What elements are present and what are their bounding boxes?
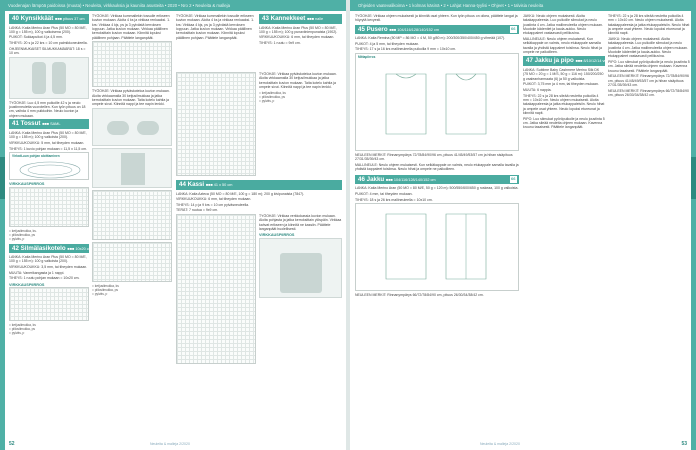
pattern-47-info: LANKA: Sublime Baby Cashmere Merino Silk DK (75 MO = 20 g = 1 M/S, 50 g = 116 m): 150/200/250 g vaaleanharmaata (6) ja 50 g valkoista. — [523, 67, 604, 81]
pattern-text: TYÖOHJE: Virkkaa verkkokassia kuvion mukaan. Aloita pohjasta ja jatka kerroksittain ylöspäin. Virkkaa kahvat erikseen ja kiinnitä ne kassiin. Päättele langanpäät huolellisesti. — [259, 214, 342, 232]
pattern-41-header — [9, 119, 89, 129]
legend-item: = piilosilmukka, ps — [9, 232, 35, 237]
pattern-47-header — [523, 56, 613, 66]
crochet-chart-case-2 — [92, 190, 172, 240]
column-right-c — [608, 14, 690, 434]
pattern-number: 43 — [262, 15, 269, 22]
pattern-subtitle: ■■■ nalle — [307, 17, 324, 21]
slipper-illustration — [92, 108, 172, 146]
pattern-title: Kannekkeet — [270, 15, 306, 22]
pattern-42-header — [9, 244, 92, 254]
page-spine — [346, 0, 350, 450]
legend-item: = piilosilmukka, ps — [259, 94, 285, 99]
pattern-text: MALLINEULE: Neulo ohjeen mukaisesti. Kun selkäkappale on valmis, neulo etukappale samalla tavalla ja yhdistä kappaleet toisiinsa. Neulo hihat ja ompele ne paikoilleen. — [355, 163, 519, 172]
header-left: Vuodenajan lämpöä paidoissa (muuta) • Neuleita, virkkauksia ja kauniita asusteita • 2020 • Nro 2 • Neuleita & malleja — [0, 0, 346, 11]
schematic-drawing — [356, 204, 520, 292]
pattern-page: 66 — [511, 26, 516, 32]
pattern-42-info: VIRKKUUKOUKKU: 3,5 mm, tai tiheyden mukaan. — [9, 265, 88, 270]
legend-item: = ketjusilmukka, ks — [92, 284, 119, 289]
chart-legend — [9, 229, 89, 241]
legend-item: = piilosilmukka, ps — [9, 326, 35, 331]
pattern-title: Silmälasikotelo — [20, 244, 66, 252]
slipper-sole-diagram — [9, 152, 89, 180]
right-sidebar — [691, 11, 696, 450]
pattern-text: TYÖOHJE: Virkkaa pylväskoteloa kuvion mukaan. Aloita virkkaamalla 30 ketjusilmukkaa ja jatka kerroksittain kuvion mukaan. Taita kotelo kahtia ja ompele sivut. Kiinnitä nappi ja tee napin lenkki. — [92, 89, 170, 107]
pattern-number: 47 — [526, 57, 533, 65]
legend-item: = ketjusilmukka, ks — [259, 90, 286, 95]
footer-right: Neuleita & malleja 2/2020 — [480, 442, 520, 446]
pattern-44-info: LANKA: Katia Azteca (50 MO = 80 M/E, 100 g = 180 m); 200 g kivipunaista (7847). — [176, 191, 305, 196]
legend-item: = ketjusilmukka, ks. — [9, 228, 37, 233]
diagram-title: Virkatt-uun pohjan aloittaminen — [12, 154, 60, 159]
pattern-subtitle: ■■■ SAML — [42, 122, 61, 127]
pattern-text: TYÖOHJE: Virkkaa pylväskoteloa kuvion mukaan. Aloita virkkaamalla 30 ketjusilmukkaa ja jatka kerroksittain kuvion mukaan. Taita kotelo kahtia ja ompele sivut. Kiinnitä nappi ja tee napin lenkki. — [259, 72, 337, 90]
pattern-text: NEULEEN MERKIT: Rinnanympärys 72/78/84/90/96 cm, pituus 41/45/49/53/57 cm ja hihan sisäpituus 27/31/35/39/43 cm. — [608, 74, 689, 88]
pattern-47-info: PUIKOT: 3,75 mm ja 4 mm, tai tiheyden mukaan. — [523, 82, 599, 87]
sweater-schematic — [355, 53, 519, 151]
legend-item: = pylväs, p — [92, 292, 108, 297]
pattern-44-info: VIRKKUUKOUKKU: 6 mm, tai tiheyden mukaan. — [176, 197, 252, 202]
sole-drawing — [10, 153, 90, 181]
column-1 — [9, 14, 92, 434]
pattern-43-info: VIRKKUUKOUKKU: 6 mm, tai tiheyden mukaan. — [259, 35, 335, 40]
pattern-title: Kassi — [187, 181, 205, 188]
legend-item: = pylväs, p — [259, 98, 275, 103]
chart-legend — [9, 323, 89, 335]
pattern-title: Kynsikkäät — [20, 15, 54, 22]
legend-item: = piilosilmukka, ps — [92, 288, 118, 293]
pattern-subtitle: ■■■ 104/116/128/140/152 cm — [385, 177, 436, 182]
pattern-43-info: LANKA: Katia Merino Aran Plus (50 MO = 80 M/E, 100 g = 155 m); 100 g punaviinienpunaista (1902). — [259, 25, 338, 34]
pattern-number: 46 — [358, 175, 365, 183]
left-sidebar — [0, 11, 5, 450]
column-2 — [92, 14, 172, 434]
pattern-46-info: TIHEYS: 18 s ja 26 krs mallineuleella = 10x10 cm. — [355, 197, 433, 202]
legend-item: = pylväs, p — [9, 236, 25, 241]
pattern-44-header — [176, 180, 342, 190]
column-right-a — [355, 14, 519, 434]
sidebar-tab — [691, 157, 696, 199]
column-right-b — [523, 14, 613, 434]
pattern-title: Jakku ja pipo — [534, 57, 574, 65]
pattern-text: TYÖOHJE: Virkkaa kummallekin tossulle erikseen kuvion mukaan. Aloita 4 ks ja virkkaa renkaaksi. 1. krs: Virkkaa 4 kjs, ps ja 3 pylvästä kerroksen loppuun. Jatka kuvion mukaan. Virkkaa päällinen kerroksittain kuvion mukaan. Kiinnitä lopuksi päällinen pohjaan. Päättele langanpäät. — [176, 14, 255, 40]
pattern-subtitle: ■■■ 104/116/128/140/152 cm — [389, 27, 440, 32]
pattern-40-info: LANKA: Katia Merino Aran Plus (50 MO = 80 M/E, 100 g = 155 m), 100 g valkoisena (200). — [9, 25, 87, 34]
pattern-text: TYÖOHJE: Virkkaa ohjeen mukaisesti ja kiinnitä osat yhteen. Kun työn pituus on oikea, päättele langat ja höyrytä kevyesti. — [355, 14, 518, 23]
diagram-title: Mittapiirros — [358, 55, 376, 60]
pattern-text: TIHEYS: 22 s ja 28 krs sileää neuletta puikoilla 4 mm = 10x10 cm. Neulo ohjeen mukaisesti. Aloita takakappaleesta ja jatka etukappaleisiin. Neulo hihat ja ompele osat yhteen. Neulo lopuksi etureunat ja kiinnitä napit. — [608, 14, 690, 36]
pattern-number: 44 — [179, 181, 186, 188]
column-3 — [176, 14, 342, 434]
section-heading: VIRKKAUSPIIRROS — [9, 182, 45, 187]
header-right: Ohjeiden vaatevalikoima • 1 kolmas käsinä • 2 • Lahjat Hanna-tyylisi • Ohjeet • 1 • talvisia neuleita — [350, 0, 696, 11]
pattern-text: TIHEYS: 22 s ja 28 krs sileää neuletta puikoilla 4 mm = 10x10 cm. Neulo ohjeen mukaisesti. Aloita takakappaleesta ja jatka etukappaleisiin. Neulo hihat ja ompele osat yhteen. Neulo lopuksi etureunat ja kiinnitä napit. — [523, 93, 605, 115]
chart-legend — [259, 91, 342, 103]
pattern-text: NEULEEN MERKIT: Rinnanympärys 66/72/78/84/90 cm, pituus 26/30/34/38/42 cm. — [355, 293, 484, 298]
pattern-subtitle: ■■■ 41 x 50 cm — [205, 183, 233, 187]
pattern-43-header — [259, 14, 342, 24]
pattern-subtitle: ■■■ 10x20 cm — [67, 246, 92, 251]
pattern-text: JAKKU: Neulo ohjeen mukaisesti. Aloita takakappaleesta. Luo puikoille silmukat ja neulo joustinta 4 cm. Jatka mallineuleella ohjeen mukaan. Muotoile kädentiet ja kaula-aukko. Neulo etukappaleet vastaavasti peilikuvina. — [523, 14, 603, 36]
case-illustration — [92, 148, 172, 188]
pattern-title: Tossut — [20, 120, 41, 128]
schematic-drawing — [356, 54, 520, 152]
pattern-text: PIPO: Luo silmukat pyöröpuikolle ja neulo joustinta 5 cm. Jatka sileää neuletta ohjeen mukaan. Kavenna kruunu tasaisesti. Päättele langanpäät. — [523, 116, 605, 130]
pattern-40-info: TIHEYS: 20 s ja 22 krs = 10 cm palmikkoneuleella. — [9, 41, 88, 46]
pattern-44-info: TIHEYS: 14 p ja 9 krs = 10 cm pylväsneuleella. — [176, 202, 250, 207]
pattern-42-info: LANKA: Katia Merino Aran Plus (50 MO = 80 M/E, 100 g = 155 m): 100 g valkoista (200). — [9, 255, 87, 264]
pattern-41-info: VIRKKUUKOUKKU: 5 mm, tai tiheyden mukaan. — [9, 140, 85, 145]
legend-item: = pylväs, p — [9, 330, 25, 335]
legend-item: = ketjusilmukka, ks — [9, 322, 36, 327]
pattern-42-info: MUUTA: Vanerikangasta ja 1 nappi. — [9, 270, 65, 275]
pattern-text: MALLINEULE: Neulo ohjeen mukaisesti. Kun selkäkappale on valmis, neulo etukappale samalla tavalla ja yhdistä kappaleet toisiinsa. Neulo hihat ja ompele ne paikoilleen. — [523, 37, 602, 55]
pattern-45-info: PUIKOT: 4 ja 5 mm, tai tiheyden mukaan. — [355, 41, 420, 46]
pattern-46-info: LANKA: Katia Merino Aran (50 MO = 80 M/E, 50 g = 120 m): 500/550/600/650 g ruskeaa, 100 g valkoista. — [355, 186, 519, 191]
pattern-45-info: LANKA: Katia Remina (50 MP = 86 MO = 4 M, 50 g/80 m): 200/300/350/400/450 g vihreää (107). — [355, 36, 506, 41]
bag-illustration — [259, 238, 342, 298]
pattern-40-body: TYÖOHJE: Luo 4,5 mm puikoille 42 s ja neulo joustinneuletta vuorotellen. Kun työn pituus on 18 cm, vaihda 4 mm puikkoihin. Neulo kuvion ja ohjeen mukaan. — [9, 100, 86, 118]
crochet-chart-coaster — [176, 72, 256, 176]
pattern-44-info: TERÄT: 7 ruutua = 9x9 cm. — [176, 208, 219, 213]
pattern-number: 41 — [12, 120, 19, 128]
footer-left: Neuleita & malleja 2/2020 — [150, 442, 190, 446]
pattern-subtitle: ■■■ 8/10/12/14 vuotta — [575, 59, 613, 64]
pattern-subtitle: ■■■ pituus 37 cm — [55, 17, 85, 21]
pattern-45-info: TIHEYS: 17 s ja 16 krs mallineuleella puikoilla 9 mm = 10x10 cm. — [355, 47, 457, 52]
pattern-number: 40 — [12, 15, 19, 22]
pattern-page: 66 — [511, 176, 516, 182]
crochet-chart-bag-large — [176, 214, 256, 364]
pattern-number: 42 — [12, 244, 19, 252]
pattern-number: 45 — [358, 25, 365, 33]
pattern-40-info: PUIKOT: Sukkapuikot 4 ja 4,5 mm. — [9, 35, 63, 40]
pattern-41-info: TIHEYS: 1 kuvio pohjan mukaan = 11,5 x 11,5 cm. — [9, 146, 87, 151]
pattern-41-info: LANKA: Katia Merino Aran Plus (50 MO = 80 M/E, 100 g = 155 m); 100 g valkoista (200). — [9, 130, 87, 140]
mitten-illustration — [9, 57, 89, 99]
sidebar-tab — [0, 157, 5, 199]
crochet-chart-top — [92, 41, 172, 87]
pattern-46-header — [355, 175, 519, 185]
pattern-40-header — [9, 14, 89, 24]
pattern-text: NEULEEN MERKIT: Rinnanympärys 66/72/78/84/90 cm, pituus 26/30/34/38/42 cm. — [608, 88, 689, 98]
chart-legend — [92, 284, 172, 296]
page-number-left: 52 — [9, 441, 15, 447]
pattern-text: PIPO: Luo silmukat pyöröpuikolle ja neulo joustinta 5 cm. Jatka sileää neuletta ohjeen mukaan. Kavenna kruunu tasaisesti. Päättele langanpäät. — [608, 60, 690, 73]
pattern-40-info: OHJEENMUKAISET SILMUKKAMÄÄRÄT: 18 s = 10 cm. — [9, 46, 86, 56]
section-heading: VIRKKAUSPIIRROS — [259, 233, 295, 238]
page-number-right: 53 — [681, 441, 687, 447]
crochet-chart-case — [9, 287, 89, 321]
pattern-text: JAKKU: Neulo ohjeen mukaisesti. Aloita takakappaleesta. Luo puikoille silmukat ja neulo joustinta 4 cm. Jatka mallineuleella ohjeen mukaan. Muotoile kädentiet ja kaula-aukko. Neulo etukappaleet vastaavasti peilikuvina. — [608, 37, 688, 59]
pattern-42-info: TIHEYS: 1 ruutu pohjan mukaan = 10x20 cm. — [9, 276, 80, 281]
pattern-text: TYÖOHJE: Virkkaa kummallekin tossulle erikseen kuvion mukaan. Aloita 4 ks ja virkkaa renkaaksi. 1. krs: Virkkaa 4 kjs, ps ja 3 pylvästä kerroksen loppuun. Jatka kuvion mukaan. Virkkaa päällinen kerroksittain kuvion mukaan. Kiinnitä lopuksi päällinen pohjaan. Päättele langanpäät. — [92, 14, 171, 40]
pattern-46-info: PUIKOT: 4 mm, tai tiheyden mukaan. — [355, 191, 413, 196]
pattern-47-info: MUUTA: 6 nappia. — [523, 87, 552, 92]
pattern-title: Pusero — [366, 25, 388, 33]
pattern-text: NEULEEN MERKIT: Rinnanympärys 72/78/84/90/96 cm, pituus 41/45/49/53/57 cm ja hihan sisäpituus 27/31/35/39/43 cm. — [355, 153, 513, 162]
crochet-chart-bag — [92, 242, 172, 282]
pattern-title: Jakku — [366, 175, 385, 183]
cardigan-schematic — [355, 203, 519, 291]
pattern-45-header — [355, 25, 519, 35]
pattern-43-info: TIHEYS: 1 ruutu = 9x9 cm. — [259, 41, 301, 46]
section-heading: VIRKKAUSPIIRROS — [9, 282, 45, 287]
crochet-chart-slipper — [9, 187, 89, 227]
